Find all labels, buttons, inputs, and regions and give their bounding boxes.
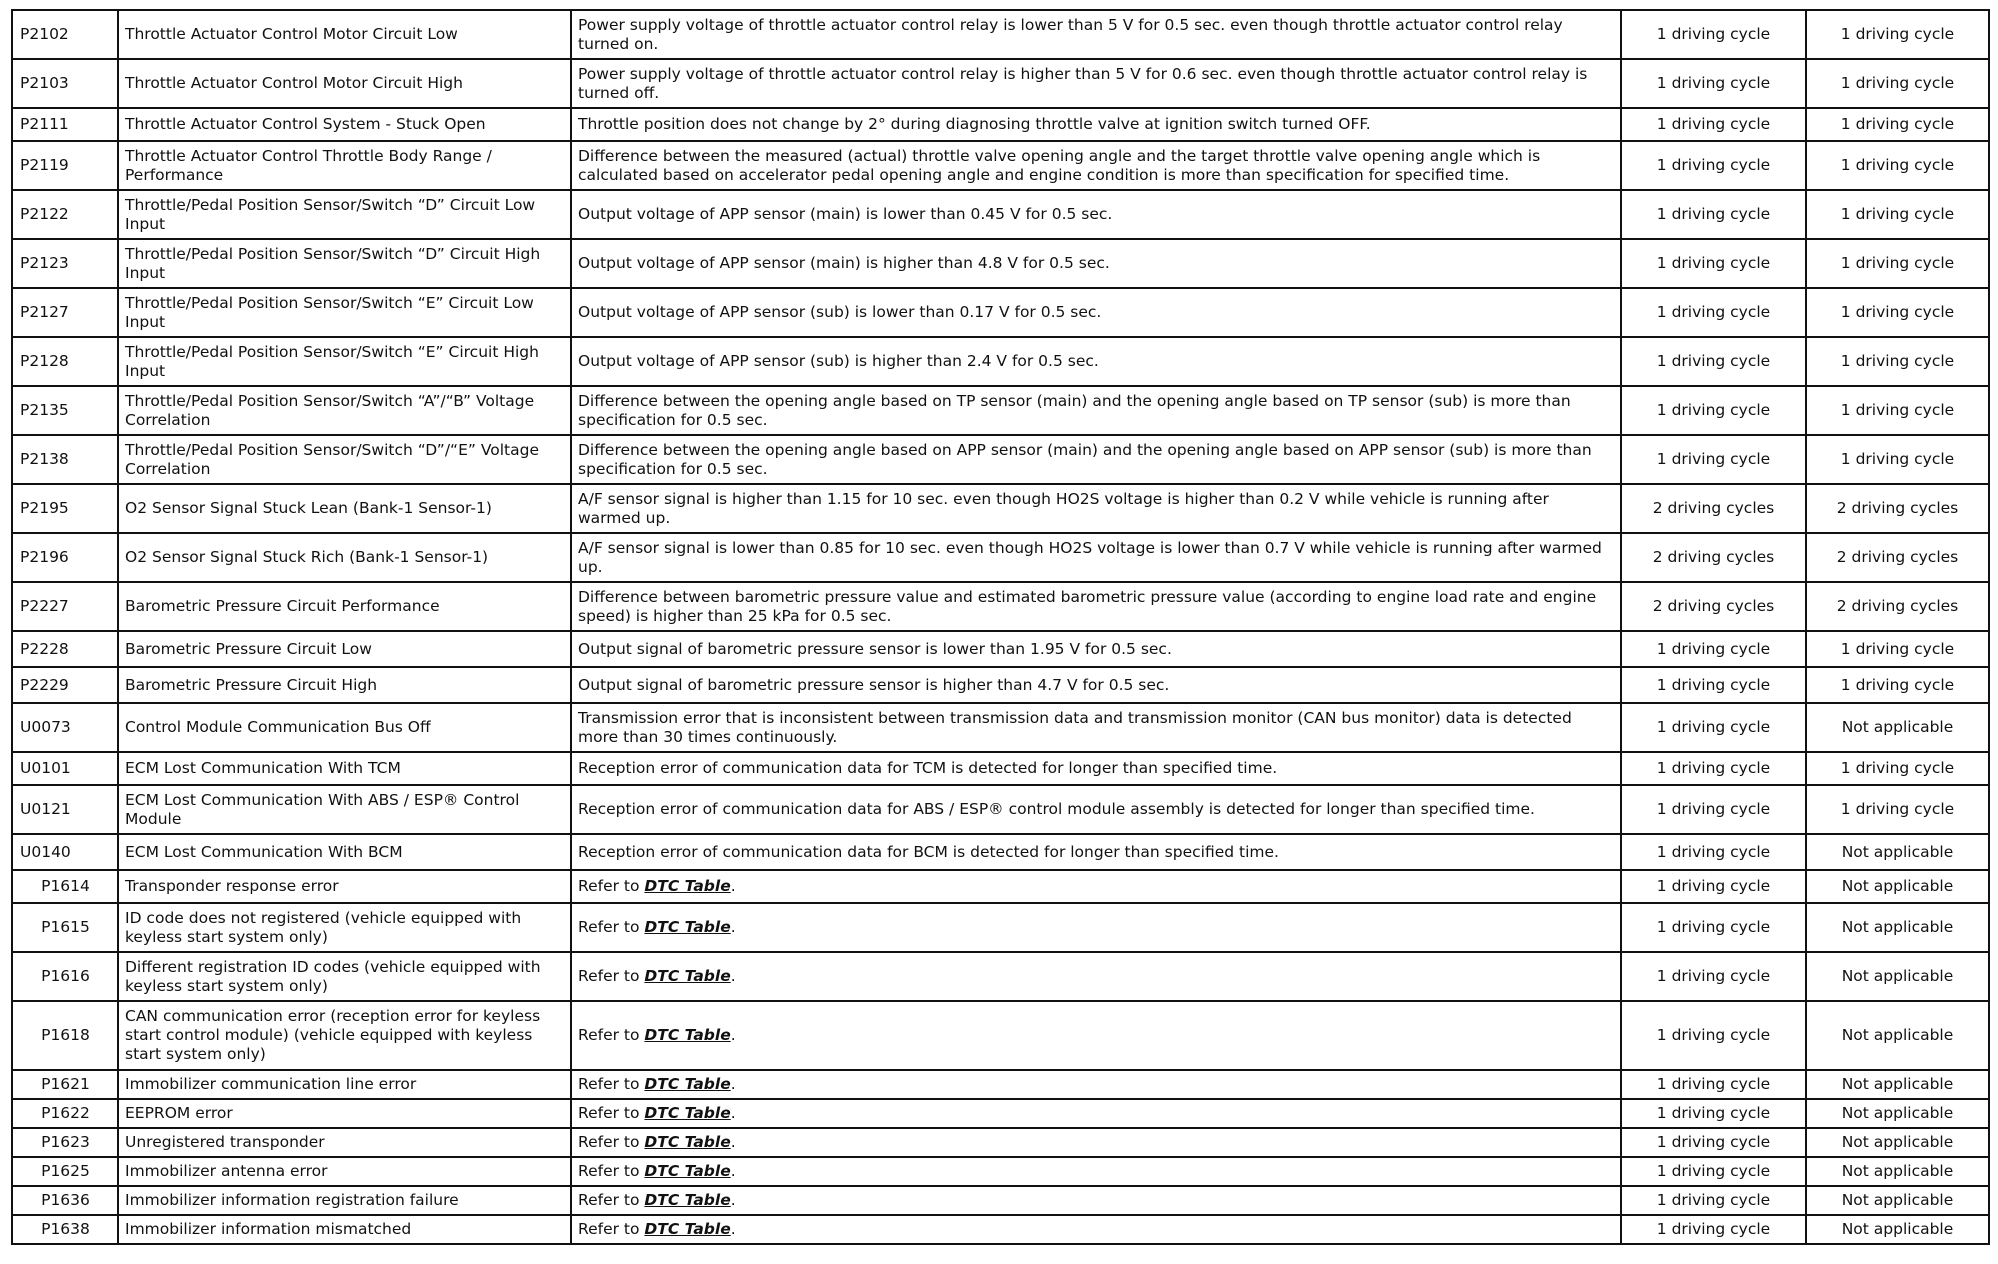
dtc-name-cell: Barometric Pressure Circuit Low xyxy=(118,631,571,667)
memory-cycle-cell: 1 driving cycle xyxy=(1806,631,1989,667)
mil-cycle-cell: 1 driving cycle xyxy=(1621,667,1806,703)
memory-cycle-cell: Not applicable xyxy=(1806,903,1989,952)
table-row xyxy=(12,1001,1989,1070)
dtc-table xyxy=(11,9,1990,1245)
table-row xyxy=(12,1128,1989,1157)
dtc-name-cell: Throttle/Pedal Position Sensor/Switch “D” Circuit Low Input xyxy=(118,190,571,239)
mil-cycle-cell: 1 driving cycle xyxy=(1621,870,1806,903)
memory-cycle-cell: Not applicable xyxy=(1806,1157,1989,1186)
dtc-code-cell: P2138 xyxy=(12,435,118,484)
dtc-code-cell: U0121 xyxy=(12,785,118,834)
dtc-name-cell: Transponder response error xyxy=(118,870,571,903)
refer-suffix: . xyxy=(730,1133,736,1151)
detecting-condition-cell: Output voltage of APP sensor (main) is lower than 0.45 V for 0.5 sec. xyxy=(571,190,1621,239)
mil-cycle-cell: 1 driving cycle xyxy=(1621,1001,1806,1070)
refer-to-text: Refer to xyxy=(578,1026,645,1044)
detecting-condition-cell xyxy=(571,1001,1621,1070)
refer-to-text: Refer to xyxy=(578,1220,645,1238)
dtc-table-link[interactable]: DTC Table xyxy=(644,1026,731,1044)
memory-cycle-cell: 1 driving cycle xyxy=(1806,239,1989,288)
memory-cycle-cell: Not applicable xyxy=(1806,703,1989,752)
dtc-code-cell: P2195 xyxy=(12,484,118,533)
memory-cycle-cell: 1 driving cycle xyxy=(1806,752,1989,785)
detecting-condition-cell: A/F sensor signal is lower than 0.85 for 10 sec. even though HO2S voltage is lower than 0.7 V while vehicle is running after warmed up. xyxy=(571,533,1621,582)
detecting-condition-cell xyxy=(571,952,1621,1001)
table-row xyxy=(12,952,1989,1001)
table-row xyxy=(12,435,1989,484)
mil-cycle-cell: 1 driving cycle xyxy=(1621,108,1806,141)
mil-cycle-cell: 1 driving cycle xyxy=(1621,1186,1806,1215)
memory-cycle-cell: 1 driving cycle xyxy=(1806,59,1989,108)
dtc-code-cell: P2135 xyxy=(12,386,118,435)
dtc-name-cell: Throttle Actuator Control Motor Circuit Low xyxy=(118,10,571,59)
dtc-table-link[interactable]: DTC Table xyxy=(644,1075,731,1093)
memory-cycle-cell: Not applicable xyxy=(1806,1001,1989,1070)
table-row xyxy=(12,386,1989,435)
table-row xyxy=(12,703,1989,752)
detecting-condition-cell: Power supply voltage of throttle actuator control relay is higher than 5 V for 0.6 sec. even though throttle actuator control relay is turned off. xyxy=(571,59,1621,108)
dtc-table-link[interactable]: DTC Table xyxy=(644,967,731,985)
refer-to-text: Refer to xyxy=(578,1162,645,1180)
mil-cycle-cell: 1 driving cycle xyxy=(1621,1157,1806,1186)
dtc-code-cell: P2196 xyxy=(12,533,118,582)
detecting-condition-cell xyxy=(571,903,1621,952)
mil-cycle-cell: 2 driving cycles xyxy=(1621,533,1806,582)
refer-to-text: Refer to xyxy=(578,1075,645,1093)
detecting-condition-cell xyxy=(571,870,1621,903)
dtc-code-cell: P1615 xyxy=(12,903,118,952)
memory-cycle-cell: Not applicable xyxy=(1806,1099,1989,1128)
memory-cycle-cell: 1 driving cycle xyxy=(1806,435,1989,484)
mil-cycle-cell: 1 driving cycle xyxy=(1621,785,1806,834)
table-row xyxy=(12,1215,1989,1244)
mil-cycle-cell: 1 driving cycle xyxy=(1621,1099,1806,1128)
dtc-name-cell: Throttle/Pedal Position Sensor/Switch “A”/“B” Voltage Correlation xyxy=(118,386,571,435)
mil-cycle-cell: 1 driving cycle xyxy=(1621,952,1806,1001)
refer-to-text: Refer to xyxy=(578,967,645,985)
detecting-condition-cell: Output signal of barometric pressure sensor is higher than 4.7 V for 0.5 sec. xyxy=(571,667,1621,703)
table-row xyxy=(12,1157,1989,1186)
detecting-condition-cell xyxy=(571,1099,1621,1128)
refer-suffix: . xyxy=(730,1220,736,1238)
mil-cycle-cell: 1 driving cycle xyxy=(1621,703,1806,752)
detecting-condition-cell: Output signal of barometric pressure sensor is lower than 1.95 V for 0.5 sec. xyxy=(571,631,1621,667)
table-row xyxy=(12,582,1989,631)
dtc-name-cell: Immobilizer information registration failure xyxy=(118,1186,571,1215)
memory-cycle-cell: 2 driving cycles xyxy=(1806,582,1989,631)
dtc-name-cell: CAN communication error (reception error for keyless start control module) (vehicle equipped with keyless start system only) xyxy=(118,1001,571,1070)
detecting-condition-cell: Reception error of communication data for BCM is detected for longer than specified time. xyxy=(571,834,1621,870)
memory-cycle-cell: 1 driving cycle xyxy=(1806,386,1989,435)
table-row xyxy=(12,10,1989,59)
memory-cycle-cell: 1 driving cycle xyxy=(1806,108,1989,141)
refer-to-text: Refer to xyxy=(578,918,645,936)
detecting-condition-cell: A/F sensor signal is higher than 1.15 for 10 sec. even though HO2S voltage is higher than 0.2 V while vehicle is running after warmed up. xyxy=(571,484,1621,533)
dtc-name-cell: Throttle/Pedal Position Sensor/Switch “D”/“E” Voltage Correlation xyxy=(118,435,571,484)
mil-cycle-cell: 1 driving cycle xyxy=(1621,435,1806,484)
mil-cycle-cell: 2 driving cycles xyxy=(1621,582,1806,631)
dtc-code-cell: P2128 xyxy=(12,337,118,386)
detecting-condition-cell xyxy=(571,1215,1621,1244)
dtc-name-cell: Control Module Communication Bus Off xyxy=(118,703,571,752)
dtc-code-cell: P2103 xyxy=(12,59,118,108)
detecting-condition-cell xyxy=(571,1157,1621,1186)
dtc-name-cell: Throttle/Pedal Position Sensor/Switch “D” Circuit High Input xyxy=(118,239,571,288)
dtc-code-cell: P1638 xyxy=(12,1215,118,1244)
dtc-name-cell: Throttle Actuator Control Motor Circuit High xyxy=(118,59,571,108)
dtc-table-link[interactable]: DTC Table xyxy=(644,1104,731,1122)
refer-suffix: . xyxy=(730,1191,736,1209)
refer-to-text: Refer to xyxy=(578,1191,645,1209)
table-row xyxy=(12,870,1989,903)
memory-cycle-cell: 2 driving cycles xyxy=(1806,533,1989,582)
table-row xyxy=(12,141,1989,190)
table-row xyxy=(12,667,1989,703)
table-row xyxy=(12,785,1989,834)
refer-suffix: . xyxy=(730,877,736,895)
mil-cycle-cell: 1 driving cycle xyxy=(1621,1070,1806,1099)
dtc-code-cell: P2123 xyxy=(12,239,118,288)
dtc-table-link[interactable]: DTC Table xyxy=(644,1220,731,1238)
table-row xyxy=(12,834,1989,870)
dtc-table-link[interactable]: DTC Table xyxy=(644,877,731,895)
memory-cycle-cell: 2 driving cycles xyxy=(1806,484,1989,533)
detecting-condition-cell: Reception error of communication data for ABS / ESP® control module assembly is detected for longer than specified time. xyxy=(571,785,1621,834)
mil-cycle-cell: 1 driving cycle xyxy=(1621,631,1806,667)
refer-to-text: Refer to xyxy=(578,877,645,895)
dtc-name-cell: Immobilizer antenna error xyxy=(118,1157,571,1186)
dtc-name-cell: Throttle Actuator Control Throttle Body Range / Performance xyxy=(118,141,571,190)
dtc-name-cell: Throttle/Pedal Position Sensor/Switch “E” Circuit High Input xyxy=(118,337,571,386)
table-row xyxy=(12,1070,1989,1099)
dtc-code-cell: P2127 xyxy=(12,288,118,337)
dtc-code-cell: U0140 xyxy=(12,834,118,870)
mil-cycle-cell: 1 driving cycle xyxy=(1621,386,1806,435)
dtc-code-cell: P1625 xyxy=(12,1157,118,1186)
detecting-condition-cell: Output voltage of APP sensor (sub) is lower than 0.17 V for 0.5 sec. xyxy=(571,288,1621,337)
dtc-name-cell: Throttle/Pedal Position Sensor/Switch “E” Circuit Low Input xyxy=(118,288,571,337)
dtc-table-link[interactable]: DTC Table xyxy=(644,1191,731,1209)
dtc-name-cell: EEPROM error xyxy=(118,1099,571,1128)
mil-cycle-cell: 1 driving cycle xyxy=(1621,59,1806,108)
dtc-table-link[interactable]: DTC Table xyxy=(644,1133,731,1151)
refer-suffix: . xyxy=(730,1162,736,1180)
memory-cycle-cell: Not applicable xyxy=(1806,870,1989,903)
dtc-code-cell: P2229 xyxy=(12,667,118,703)
refer-to-text: Refer to xyxy=(578,1104,645,1122)
detecting-condition-cell: Output voltage of APP sensor (main) is higher than 4.8 V for 0.5 sec. xyxy=(571,239,1621,288)
memory-cycle-cell: 1 driving cycle xyxy=(1806,141,1989,190)
refer-suffix: . xyxy=(730,1075,736,1093)
refer-suffix: . xyxy=(730,1104,736,1122)
dtc-name-cell: ECM Lost Communication With TCM xyxy=(118,752,571,785)
dtc-code-cell: P2228 xyxy=(12,631,118,667)
table-row xyxy=(12,484,1989,533)
detecting-condition-cell: Difference between the measured (actual) throttle valve opening angle and the target throttle valve opening angle which is calculated based on accelerator pedal opening angle and engine condition is more than specification for specified time. xyxy=(571,141,1621,190)
refer-to-text: Refer to xyxy=(578,1133,645,1151)
table-row xyxy=(12,190,1989,239)
dtc-table-body xyxy=(12,10,1989,1244)
memory-cycle-cell: 1 driving cycle xyxy=(1806,190,1989,239)
detecting-condition-cell: Reception error of communication data for TCM is detected for longer than specified time. xyxy=(571,752,1621,785)
detecting-condition-cell: Throttle position does not change by 2° during diagnosing throttle valve at ignition switch turned OFF. xyxy=(571,108,1621,141)
table-row xyxy=(12,337,1989,386)
table-row xyxy=(12,108,1989,141)
memory-cycle-cell: Not applicable xyxy=(1806,1128,1989,1157)
dtc-name-cell: Barometric Pressure Circuit Performance xyxy=(118,582,571,631)
dtc-code-cell: P1621 xyxy=(12,1070,118,1099)
detecting-condition-cell: Transmission error that is inconsistent between transmission data and transmission monitor (CAN bus monitor) data is detected more than 30 times continuously. xyxy=(571,703,1621,752)
detecting-condition-cell xyxy=(571,1186,1621,1215)
refer-suffix: . xyxy=(730,967,736,985)
mil-cycle-cell: 1 driving cycle xyxy=(1621,903,1806,952)
mil-cycle-cell: 1 driving cycle xyxy=(1621,190,1806,239)
dtc-code-cell: P2102 xyxy=(12,10,118,59)
dtc-name-cell: Unregistered transponder xyxy=(118,1128,571,1157)
mil-cycle-cell: 1 driving cycle xyxy=(1621,337,1806,386)
dtc-code-cell: U0073 xyxy=(12,703,118,752)
memory-cycle-cell: 1 driving cycle xyxy=(1806,337,1989,386)
dtc-name-cell: O2 Sensor Signal Stuck Rich (Bank-1 Sensor-1) xyxy=(118,533,571,582)
mil-cycle-cell: 1 driving cycle xyxy=(1621,288,1806,337)
table-row xyxy=(12,1099,1989,1128)
dtc-name-cell: Different registration ID codes (vehicle equipped with keyless start system only) xyxy=(118,952,571,1001)
mil-cycle-cell: 2 driving cycles xyxy=(1621,484,1806,533)
memory-cycle-cell: Not applicable xyxy=(1806,1186,1989,1215)
dtc-code-cell: P2122 xyxy=(12,190,118,239)
table-row xyxy=(12,239,1989,288)
mil-cycle-cell: 1 driving cycle xyxy=(1621,141,1806,190)
dtc-name-cell: Immobilizer communication line error xyxy=(118,1070,571,1099)
table-row xyxy=(12,752,1989,785)
dtc-table-link[interactable]: DTC Table xyxy=(644,918,731,936)
dtc-code-cell: P1618 xyxy=(12,1001,118,1070)
dtc-code-cell: P2111 xyxy=(12,108,118,141)
detecting-condition-cell: Difference between the opening angle based on APP sensor (main) and the opening angle based on APP sensor (sub) is more than specification for 0.5 sec. xyxy=(571,435,1621,484)
dtc-code-cell: P2227 xyxy=(12,582,118,631)
table-row xyxy=(12,1186,1989,1215)
table-row xyxy=(12,631,1989,667)
mil-cycle-cell: 1 driving cycle xyxy=(1621,239,1806,288)
memory-cycle-cell: Not applicable xyxy=(1806,834,1989,870)
dtc-code-cell: P1616 xyxy=(12,952,118,1001)
dtc-code-cell: P1623 xyxy=(12,1128,118,1157)
table-row xyxy=(12,288,1989,337)
dtc-name-cell: Throttle Actuator Control System - Stuck Open xyxy=(118,108,571,141)
memory-cycle-cell: 1 driving cycle xyxy=(1806,667,1989,703)
dtc-table-link[interactable]: DTC Table xyxy=(644,1162,731,1180)
detecting-condition-cell: Difference between barometric pressure value and estimated barometric pressure value (according to engine load rate and engine speed) is higher than 25 kPa for 0.5 sec. xyxy=(571,582,1621,631)
refer-suffix: . xyxy=(730,1026,736,1044)
dtc-name-cell: O2 Sensor Signal Stuck Lean (Bank-1 Sensor-1) xyxy=(118,484,571,533)
dtc-name-cell: ID code does not registered (vehicle equipped with keyless start system only) xyxy=(118,903,571,952)
dtc-name-cell: Barometric Pressure Circuit High xyxy=(118,667,571,703)
mil-cycle-cell: 1 driving cycle xyxy=(1621,10,1806,59)
table-row xyxy=(12,533,1989,582)
detecting-condition-cell: Power supply voltage of throttle actuator control relay is lower than 5 V for 0.5 sec. even though throttle actuator control relay turned on. xyxy=(571,10,1621,59)
memory-cycle-cell: 1 driving cycle xyxy=(1806,10,1989,59)
mil-cycle-cell: 1 driving cycle xyxy=(1621,752,1806,785)
dtc-code-cell: U0101 xyxy=(12,752,118,785)
detecting-condition-cell xyxy=(571,1128,1621,1157)
detecting-condition-cell xyxy=(571,1070,1621,1099)
dtc-code-cell: P2119 xyxy=(12,141,118,190)
mil-cycle-cell: 1 driving cycle xyxy=(1621,1215,1806,1244)
mil-cycle-cell: 1 driving cycle xyxy=(1621,1128,1806,1157)
dtc-code-cell: P1614 xyxy=(12,870,118,903)
table-row xyxy=(12,59,1989,108)
memory-cycle-cell: 1 driving cycle xyxy=(1806,785,1989,834)
memory-cycle-cell: Not applicable xyxy=(1806,952,1989,1001)
refer-suffix: . xyxy=(730,918,736,936)
detecting-condition-cell: Difference between the opening angle based on TP sensor (main) and the opening angle based on TP sensor (sub) is more than specification for 0.5 sec. xyxy=(571,386,1621,435)
memory-cycle-cell: Not applicable xyxy=(1806,1215,1989,1244)
dtc-code-cell: P1636 xyxy=(12,1186,118,1215)
dtc-name-cell: ECM Lost Communication With ABS / ESP® Control Module xyxy=(118,785,571,834)
memory-cycle-cell: 1 driving cycle xyxy=(1806,288,1989,337)
mil-cycle-cell: 1 driving cycle xyxy=(1621,834,1806,870)
detecting-condition-cell: Output voltage of APP sensor (sub) is higher than 2.4 V for 0.5 sec. xyxy=(571,337,1621,386)
dtc-name-cell: Immobilizer information mismatched xyxy=(118,1215,571,1244)
memory-cycle-cell: Not applicable xyxy=(1806,1070,1989,1099)
table-row xyxy=(12,903,1989,952)
dtc-code-cell: P1622 xyxy=(12,1099,118,1128)
dtc-name-cell: ECM Lost Communication With BCM xyxy=(118,834,571,870)
